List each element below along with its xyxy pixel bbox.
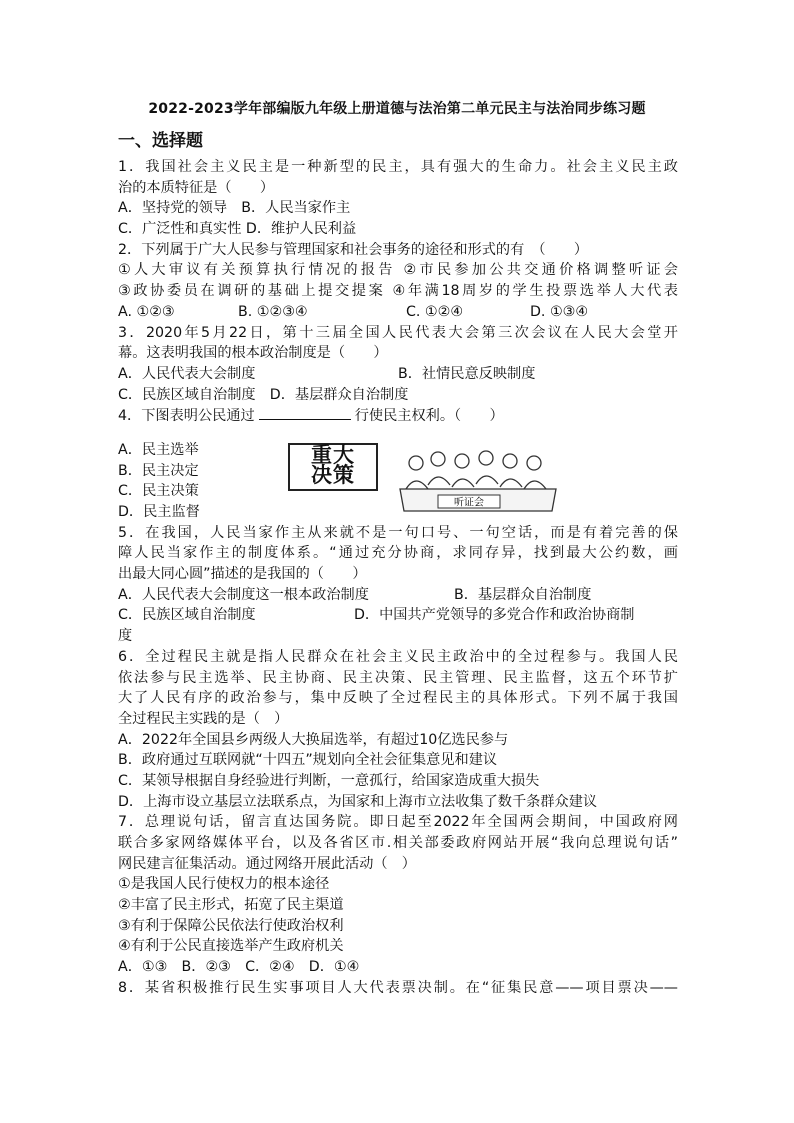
option-b: B．社情民意反映制度 [398, 365, 536, 382]
option-line: B．政府通过互联网就“十四五”规划向全社会征集意见和建议 [118, 752, 498, 769]
sign-text-line2: 决策 [311, 463, 355, 487]
sign-text-line1: 重大 [311, 443, 355, 467]
answer-blank [259, 405, 351, 420]
statement-line: ③有利于保障公民依法行使政治权利 [118, 917, 344, 934]
text-line: 6．全过程民主就是指人民群众在社会主义民主政治中的全过程参与。我国人民 [118, 648, 678, 665]
question-4-tail: 行使民主权利。（ ） [354, 408, 504, 425]
text-line: 障人民当家作主的制度体系。“通过充分协商，求同存异，找到最大公约数，画 [118, 545, 678, 562]
option-d: D. ①③④ [530, 303, 589, 320]
option-b: B．基层群众自治制度 [454, 586, 592, 603]
option-a: A．人民代表大会制度这一根本政治制度 [118, 586, 369, 603]
option-line [118, 302, 678, 323]
text-line: 度 [118, 628, 133, 645]
text-line: 出最大同心圆”描述的是我国的（ ） [118, 566, 367, 583]
option-line: A．2022年全国县乡两级人大换届选举，有超过10亿选民参与 [118, 731, 509, 748]
spacer [118, 426, 678, 440]
text-line: 大了人民有序的政治参与，集中反映了全过程民主的具体形式。下列不属于我国 [118, 690, 678, 707]
option-line: D．上海市设立基层立法联系点，为国家和上海市立法收集了数千条群众建议 [118, 793, 598, 810]
option-c: C．民族区域自治制度 [118, 607, 256, 624]
option-a: A. ①②③ [118, 303, 175, 320]
statement-line: ②丰富了民主形式，拓宽了民主渠道 [118, 897, 344, 914]
text-line [118, 405, 678, 426]
option-line: C．民族区域自治制度 D．基层群众自治制度 [118, 386, 409, 403]
text-line: 联合多家网络媒体平台，以及各省区市.相关部委政府网站开展“我向总理说句话” [118, 835, 678, 851]
text-line: ③政协委员在调研的基础上提交提案 ④年满18周岁的学生投票选举人大代表 [118, 283, 678, 300]
option-line: A．民主选举 [118, 441, 199, 458]
text-line: ①人大审议有关预算执行情况的报告 ②市民参加公共交通价格调整听证会 [118, 262, 678, 279]
text-line: 幕。这表明我国的根本政治制度是（ ） [118, 345, 388, 362]
option-line: B．民主决定 [118, 462, 199, 479]
option-line: C．广泛性和真实性 D．维护人民利益 [118, 221, 357, 238]
question-4-stem: 4．下图表明公民通过 [118, 408, 255, 425]
option-line: C．民主决策 [118, 483, 199, 500]
option-c: C. ①②④ [406, 303, 464, 320]
text-line: 全过程民主实践的是（ ） [118, 710, 289, 727]
text-line: 2．下列属于广大人民参与管理国家和社会事务的途径和形式的有 （ ） [118, 241, 589, 258]
statement-line: ④有利于公民直接选举产生政府机关 [118, 938, 344, 955]
table-label: 听证会 [454, 497, 484, 509]
option-d: D．中国共产党领导的多党合作和政治协商制 [354, 607, 635, 624]
statement-line: ①是我国人民行使权力的根本途径 [118, 876, 330, 893]
hearing-meeting-drawing [386, 449, 562, 515]
text-line: 1．我国社会主义民主是一种新型的民主，具有强大的生命力。社会主义民主政 [118, 159, 678, 175]
option-b: B. ①②③④ [238, 303, 308, 320]
question-list [118, 157, 678, 999]
option-line: D．民主监督 [118, 504, 200, 520]
text-line: 7．总理说句话，留言直达国务院。即日起至2022年全国两会期间，中国政府网 [118, 814, 678, 831]
text-line: 3．2020年5月22日，第十三届全国人民代表大会第三次会议在人民大会堂开 [118, 324, 678, 341]
option-line: A．①③ B．②③ C．②④ D．①④ [118, 959, 360, 976]
option-line [118, 364, 678, 385]
text-line: 8．某省积极推行民生实事项目人大代表票决制。在“征集民意——项目票决—— [118, 979, 678, 996]
text-line: 治的本质特征是（ ） [118, 179, 275, 196]
hearing-illustration [276, 443, 566, 517]
option-line: C．某领导根据自身经验进行判断，一意孤行，给国家造成重大损失 [118, 772, 540, 789]
text-line: 网民建言征集活动。通过网络开展此活动（ ） [118, 855, 416, 872]
option-line: A．坚持党的领导 B．人民当家作主 [118, 200, 351, 217]
option-line [118, 605, 678, 626]
text-line: 依法参与民主选举、民主协商、民主决策、民主管理、民主监督，这五个环节扩 [118, 669, 678, 686]
option-a: A．人民代表大会制度 [118, 365, 256, 382]
option-line [118, 585, 678, 606]
document-title: 2022-2023学年部编版九年级上册道德与法治第二单元民主与法治同步练习题 [148, 101, 646, 117]
section-heading: 一、选择题 [118, 131, 203, 151]
decision-sign [288, 443, 378, 491]
text-line: 5．在我国，人民当家作主从来就不是一句口号、一句空话，而是有着完善的保 [118, 524, 678, 541]
